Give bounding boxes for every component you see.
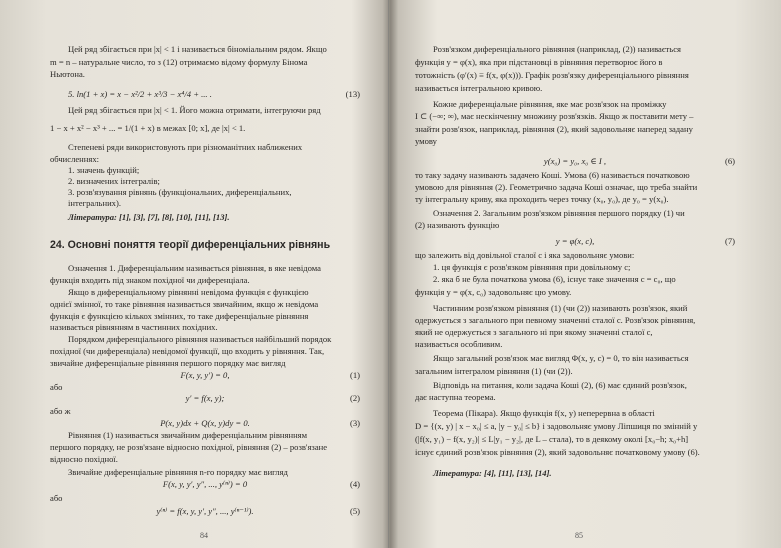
formula-line: 1 − x + x² − x³ + ... = 1/(1 + x) в межах [0; x], де |x| < 1. <box>50 123 246 133</box>
right-page <box>415 0 735 548</box>
text-line: Звичайне диференціальне рівняння n-го порядку має вигляд <box>68 467 288 477</box>
text-line: Відповідь на питання, коли задача Коші (2), (6) має єдиний розв'язок, <box>433 380 687 390</box>
formula-line: D = {(x, y) | x − x₀| ≤ a, |y − y₀| ≤ b} і задовольняє умову Ліпшиця по змінній y <box>415 421 698 431</box>
equation-number: (2) <box>349 393 360 403</box>
text-line: що залежить від довільної сталої c і яка задовольняє умови: <box>415 250 635 260</box>
page-number: 85 <box>575 531 583 540</box>
text-line: Кожне диференціальне рівняння, яке має розв'язок на проміжку <box>433 99 667 109</box>
formula-line: P(x, y)dx + Q(x, y)dy = 0. <box>160 418 250 428</box>
theorem-line: Теорема (Пікара). Якщо функція f(x, y) неперервна в області <box>433 408 655 418</box>
formula-line: y′ = f(x, y); <box>185 393 225 403</box>
list-item: інтегральних). <box>68 198 121 208</box>
text-line: або <box>50 493 63 503</box>
text-line: Якщо загальний розв'язок має вигляд Φ(x, y, c) = 0, то він називається <box>433 353 689 363</box>
text-line: Степеневі ряди використовують при різноманітних наближених <box>68 142 303 152</box>
equation-number: (13) <box>345 89 360 99</box>
text-line: Порядком диференціального рівняння називається найбільший порядок <box>68 334 332 344</box>
text-line: ту інтегральну криву, яка проходить через точку (x₀, y₀), де y₀ = y(x₀). <box>415 194 669 204</box>
formula-line: 5. ln(1 + x) = x − x²/2 + x³/3 − x⁴/4 + ... . <box>68 89 212 99</box>
equation-number: (1) <box>349 370 360 380</box>
equation-number: (6) <box>724 156 735 166</box>
text-line: однієї змінної, то таке рівняння називається звичайним, якщо ж невідома <box>50 299 319 309</box>
text-line: або ж <box>50 406 71 416</box>
text-line: існує єдиний розв'язок рівняння (2), який задовольняє початковому умову (6). <box>415 447 700 457</box>
text-line: дає наступна теорема. <box>415 392 496 402</box>
list-item: 2. визначених інтегралів; <box>68 176 160 186</box>
equation-number: (5) <box>349 506 360 516</box>
formula-line: y⁽ⁿ⁾ = f(x, y, y′, y″, ..., y⁽ⁿ⁻¹⁾). <box>156 506 254 516</box>
text-line: Розв'язком диференціального рівняння (наприклад, (2)) називається <box>433 44 681 54</box>
definition-line: Означення 1. Диференціальним називається рівняння, в яке невідома <box>68 263 321 273</box>
formula-line: F(x, y, y′) = 0, <box>180 370 230 380</box>
text-line: знайти розв'язок, наприклад, рівняння (2), який задовольняє наперед задану <box>415 124 693 134</box>
text-line: загальним інтегралом рівняння (1) (чи (2)). <box>415 366 573 376</box>
text-line: функція y = φ(x), яка при підстановці в рівняння перетворює його в <box>415 57 663 67</box>
text-line: звичайне диференціальне рівняння першого порядку має вигляд <box>50 358 286 368</box>
text-line: або <box>50 382 63 392</box>
section-heading: 24. Основні поняття теорії диференціальних рівнянь <box>50 240 331 251</box>
text-line: Цей ряд збігається при |x| < 1. Його можна отримати, інтегруючи ряд <box>68 105 321 115</box>
text-line: одержується з загального при певному значенні сталої c. Розв'язок рівняння, <box>415 315 696 325</box>
text-line: Цей ряд збігається при |x| < 1 і називається біноміальним рядом. Якщо <box>68 44 327 54</box>
definition-line: Означення 2. Загальним розв'язком рівняння першого порядку (1) чи <box>433 208 685 218</box>
formula-line: F(x, y, y′, y″, ..., y⁽ⁿ⁾) = 0 <box>162 479 248 489</box>
text-line: називається рівнянням в частинних похідних. <box>50 322 218 332</box>
text-line: функція y = φ(x, c₀) задовольняє цю умову. <box>415 287 572 297</box>
text-line: Якщо в диференціальному рівнянні невідома функція є функцією <box>68 287 309 297</box>
text-line: тотожність (φ′(x) ≡ f(x, φ(x))). Графік розв'язку диференціального рівняння <box>415 70 689 80</box>
text-line: Ньютона. <box>50 69 85 79</box>
equation-number: (7) <box>724 236 735 246</box>
formula-line: y(x₀) = y₀, x₀ ∈ I , <box>543 156 607 166</box>
equation-number: (3) <box>349 418 360 428</box>
text-line: функція є функцією кількох змінних, то таке диференціальне рівняння <box>50 311 309 321</box>
literature-line: Література: [4], [11], [13], [14]. <box>433 468 552 478</box>
text-line: Рівняння (1) називається звичайним диференціальним рівнянням <box>68 430 308 440</box>
text-line: то таку задачу називають задачею Коші. Умова (6) називається початковою <box>415 170 690 180</box>
book-gutter <box>388 0 389 548</box>
page-number: 84 <box>200 531 208 540</box>
text-line: який не одержується з загального ні при якому значенні сталої c, <box>415 327 653 337</box>
text-line: називається інтегральною кривою. <box>415 83 543 93</box>
text-line: відносно похідної. <box>50 454 118 464</box>
list-item: 2. яка б не була початкова умова (6), існує таке значення c = c₀, що <box>433 274 676 284</box>
text-line: похідної (чи диференціала) невідомої функції, що входить у рівняння. Так, <box>50 346 325 356</box>
text-line: I ⊂ (−∞; ∞), має нескінченну множину розв'язків. Якщо ж поставити мету – <box>415 111 694 121</box>
list-item: 1. ця функція є розв'язком рівняння при довільному c; <box>433 262 631 272</box>
list-item: 3. розв'язування рівнянь (функціональних, диференціальних, <box>68 187 292 197</box>
text-line: (2) називають функцію <box>415 220 500 230</box>
equation-number: (4) <box>349 479 360 489</box>
formula-line: y = φ(x, c), <box>555 236 595 246</box>
text-line: Частинним розв'язком рівняння (1) (чи (2)) називають розв'язок, який <box>433 303 688 313</box>
left-page <box>50 0 360 548</box>
text-line: умовою для рівняння (2). Геометрично задача Коші означає, що треба знайти <box>415 182 698 192</box>
text-line: m = n – натуральне число, то з (12) отримаємо відому формулу Бінома <box>50 57 308 67</box>
text-line: умову <box>415 136 437 146</box>
text-line: першого порядку, не розв'язане відносно похідної, рівняння (2) – розв'язане <box>50 442 328 452</box>
literature-line: Література: [1], [3], [7], [8], [10], [11], [13]. <box>68 212 230 222</box>
text-line: обчисленнях: <box>50 154 100 164</box>
text-line: функція входить під знаком похідної чи диференціала. <box>50 275 250 285</box>
list-item: 1. значень функцій; <box>68 165 140 175</box>
text-line: називається особливим. <box>415 339 503 349</box>
formula-line: (|f(x, y₁) − f(x, y₂)| ≤ L|y₁ − y₂|, де L – стала), то в деякому околі [x₀−h; x₀+h] <box>415 434 689 444</box>
